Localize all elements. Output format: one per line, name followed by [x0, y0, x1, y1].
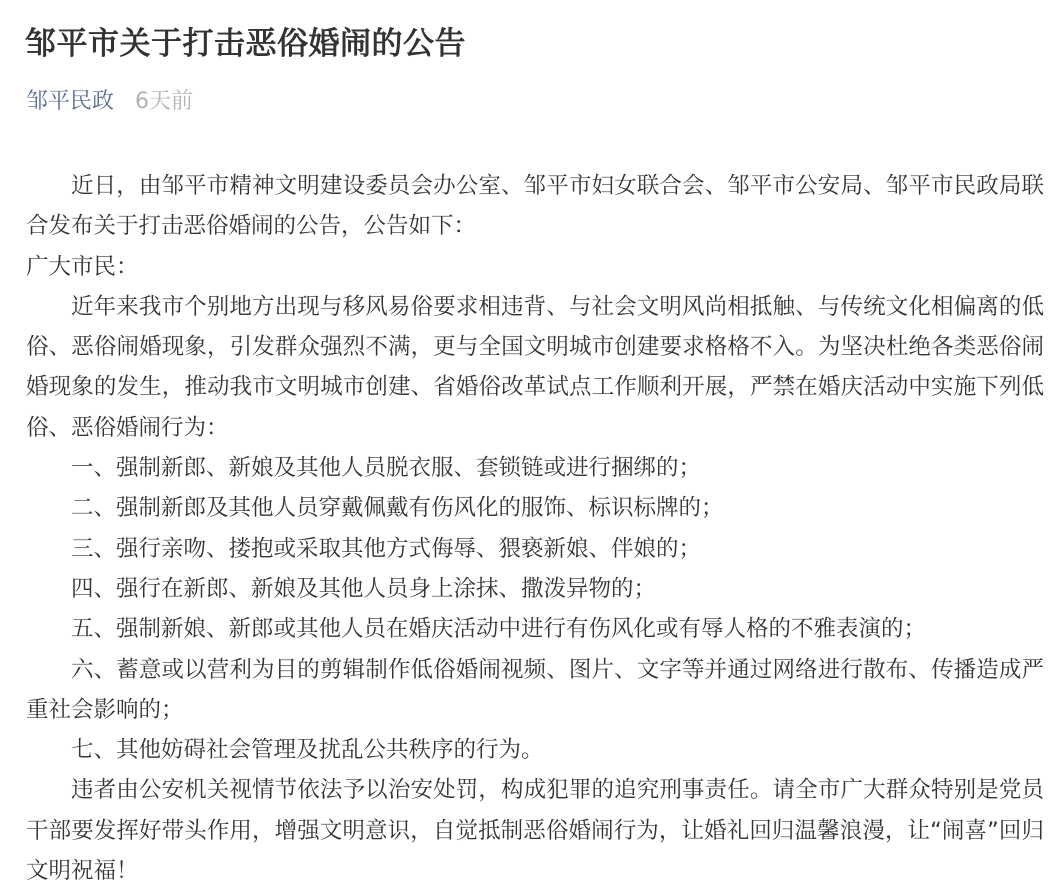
prohibition-item-2: 二、强制新郎及其他人员穿戴佩戴有伤风化的服饰、标识标牌的；	[71, 495, 724, 522]
penalty-paragraph: 违者由公安机关视情节依法予以治安处罚，构成犯罪的追究刑事责任。请全市广大群众特别是党员干部要发挥好带头作用，增强文明意识，自觉抵制恶俗婚闹行为，让婚礼回归温馨浪漫，让“闹喜”回归文明祝福！	[26, 777, 1044, 885]
publish-time: 6天前	[135, 89, 194, 114]
prohibition-item-6: 六、蓄意或以营利为目的剪辑制作低俗婚闹视频、图片、文字等并通过网络进行散布、传播造成严重社会影响的；	[26, 656, 1044, 723]
prohibition-item-5: 五、强制新娘、新郎或其他人员在婚庆活动中进行有伤风化或有辱人格的不雅表演的；	[71, 616, 927, 643]
intro-paragraph: 近日，由邹平市精神文明建设委员会办公室、邹平市妇女联合会、邹平市公安局、邹平市民政局联合发布关于打击恶俗婚闹的公告，公告如下：	[26, 173, 1044, 240]
prohibition-item-3: 三、强行亲吻、搂抱或采取其他方式侮辱、猥亵新娘、伴娘的；	[71, 535, 702, 562]
prohibition-item-1: 一、强制新郎、新娘及其他人员脱衣服、套锁链或进行捆绑的；	[71, 455, 702, 482]
article-meta	[26, 86, 193, 118]
background-paragraph: 近年来我市个别地方出现与移风易俗要求相违背、与社会文明风尚相抵触、与传统文化相偏离的低俗、恶俗闹婚现象，引发群众强烈不满，更与全国文明城市创建要求格格不入。为坚决杜绝各类恶俗闹婚现象的发生，推动我市文明城市创建、省婚俗改革试点工作顺利开展，严禁在婚庆活动中实施下列低俗、恶俗婚闹行为：	[26, 293, 1044, 441]
article-body	[26, 166, 1044, 891]
prohibition-item-7: 七、其他妨碍社会管理及扰乱公共秩序的行为。	[71, 737, 544, 764]
prohibition-item-4: 四、强行在新郎、新娘及其他人员身上涂抹、撒泼异物的；	[71, 575, 657, 602]
author-link[interactable]: 邹平民政	[26, 89, 115, 114]
article-title: 邹平市关于打击恶俗婚闹的公告	[25, 26, 466, 62]
salutation: 广大市民：	[26, 253, 139, 280]
